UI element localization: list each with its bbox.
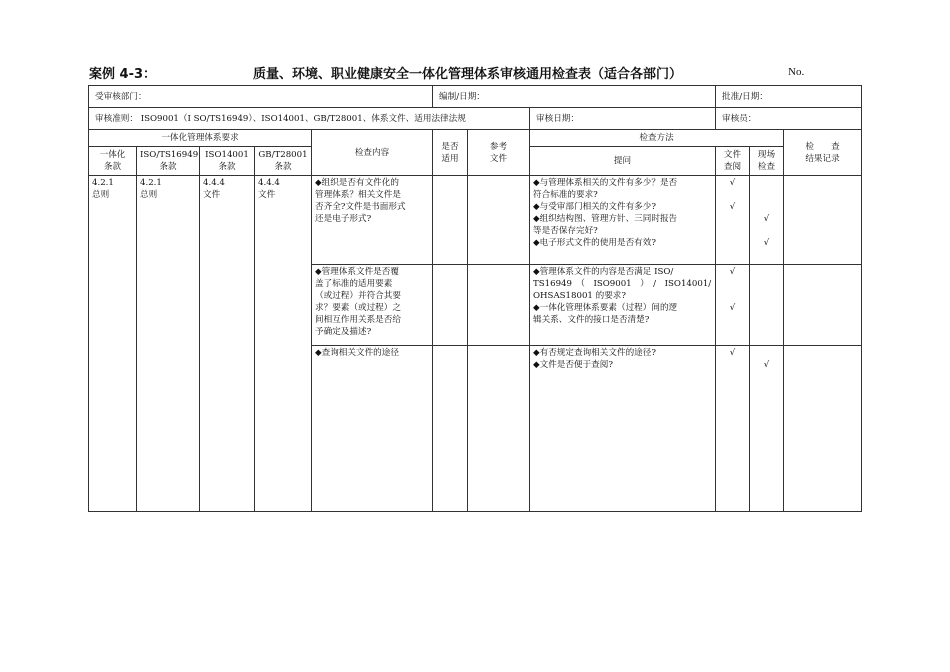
content-line: ◆管理体系文件是否覆	[315, 267, 399, 277]
integrated-header-l1: 一体化	[99, 150, 126, 160]
site-check-cell[interactable]	[750, 346, 784, 512]
ref-doc-header-l2: 文件	[489, 153, 508, 164]
integrated-header-l2: 条款	[103, 162, 122, 172]
applicable-cell[interactable]	[433, 176, 468, 265]
method-group-header: 检查方法	[530, 130, 784, 147]
checkmark-icon: √	[763, 238, 770, 248]
checkmark-slot	[719, 225, 746, 237]
result-cell[interactable]	[784, 176, 862, 265]
site-check-header	[750, 147, 784, 176]
content-line: 还是电子形式?	[315, 214, 372, 224]
checkmark-icon: √	[763, 360, 770, 370]
applicable-header	[433, 130, 468, 176]
question-line: ◆与管理体系相关的文件有多少？是否	[533, 178, 678, 188]
applicable-cell[interactable]	[433, 346, 468, 512]
edit-date-field[interactable]: 编制/日期：	[433, 86, 716, 108]
checkmark-slot	[753, 201, 780, 213]
content-line: 予确定及描述?	[315, 327, 372, 337]
applicable-header-l2: 适用	[441, 153, 459, 164]
checkmark-icon: √	[729, 303, 736, 313]
integrated-clause-header	[89, 147, 137, 176]
doc-review-cell[interactable]	[716, 265, 750, 346]
iso14001-header-l1: ISO14001	[205, 150, 249, 160]
integrated-clause-cell	[89, 176, 137, 512]
auditor-field[interactable]: 审核员：	[716, 108, 862, 130]
gb28001-header-l1: GB/T28001	[258, 150, 308, 160]
question-line: ◆文件是否便于查阅?	[533, 360, 613, 370]
table-row	[89, 176, 862, 265]
gb28001-clause-cell	[255, 176, 312, 512]
content-line: ◆组织是否有文件化的	[315, 178, 399, 188]
result-cell[interactable]	[784, 265, 862, 346]
question-line: 等是否保存完好?	[533, 226, 598, 236]
checkmark-slot	[719, 359, 746, 371]
checkmark-slot	[753, 347, 780, 359]
content-line: 盖了标准的适用要素	[315, 279, 393, 289]
content-line: ◆查询相关文件的途径	[315, 348, 399, 358]
question-line: OHSAS18001 的要求?	[533, 291, 626, 301]
question-cell	[530, 265, 716, 346]
audit-checklist-main	[88, 85, 862, 512]
checkmark-icon: √	[729, 267, 736, 277]
question-line: ◆组织结构图、管理方针、三同时报告	[533, 214, 678, 224]
clause-name: 总则	[140, 190, 158, 200]
site-check-header-l2: 检查	[757, 162, 776, 172]
header-row-1	[89, 130, 862, 147]
doc-review-header-l1: 文件	[723, 150, 742, 160]
clause-name: 总则	[92, 190, 110, 200]
checkmark-slot	[719, 189, 746, 201]
number-label: No.	[788, 66, 805, 78]
clause-number: 4.2.1	[92, 178, 114, 188]
checkmark-slot	[719, 314, 746, 326]
document-title: 质量、环境、职业健康安全一体化管理体系审核通用检查表（适合各部门）	[253, 67, 683, 82]
audited-dept-field[interactable]: 受审核部门：	[89, 86, 433, 108]
checkmark-icon: √	[729, 178, 736, 188]
content-cell	[312, 346, 433, 512]
question-line: ◆有否规定查询相关文件的途径?	[533, 348, 656, 358]
info-row-2	[89, 108, 862, 130]
checkmark-icon: √	[729, 348, 736, 358]
content-line: 否齐全?文件是书面形式	[315, 202, 406, 212]
question-line: TS16949 （ ISO9001 ） / ISO14001/	[533, 279, 712, 289]
question-cell	[530, 176, 716, 265]
question-cell	[530, 346, 716, 512]
iso14001-header-l2: 条款	[218, 162, 236, 172]
checkmark-slot	[753, 177, 780, 189]
requirements-group-header: 一体化管理体系要求	[89, 130, 312, 147]
clause-number: 4.4.4	[203, 178, 225, 188]
ts16949-header-l1: ISO/TS16949	[140, 150, 199, 160]
ref-doc-cell[interactable]	[468, 346, 530, 512]
question-line: ◆与受审部门相关的文件有多少?	[533, 202, 656, 212]
checkmark-icon: √	[763, 214, 770, 224]
clause-name: 文件	[258, 190, 276, 200]
ref-doc-cell[interactable]	[468, 265, 530, 346]
checkmark-icon: √	[729, 202, 736, 212]
checkmark-slot	[753, 189, 780, 201]
question-header: 提问	[530, 147, 716, 176]
checkmark-slot	[719, 278, 746, 290]
clause-number: 4.4.4	[258, 178, 280, 188]
doc-review-cell[interactable]	[716, 176, 750, 265]
question-line: ◆一体化管理体系要素（过程）间的逻	[533, 303, 678, 313]
content-cell	[312, 265, 433, 346]
ts16949-clause-header	[137, 147, 200, 176]
clause-number: 4.2.1	[140, 178, 162, 188]
applicable-cell[interactable]	[433, 265, 468, 346]
case-label: 案例 4-3：	[89, 67, 157, 82]
site-check-cell[interactable]	[750, 265, 784, 346]
doc-review-cell[interactable]	[716, 346, 750, 512]
question-line: 辑关系、文件的接口是否清楚?	[533, 315, 650, 325]
iso14001-clause-header	[200, 147, 255, 176]
applicable-header-l1: 是否	[441, 141, 459, 152]
ref-doc-header-l1: 参考	[489, 141, 508, 152]
iso14001-clause-cell	[200, 176, 255, 512]
result-cell[interactable]	[784, 346, 862, 512]
result-header	[784, 130, 862, 176]
doc-review-header-l2: 查阅	[723, 162, 742, 172]
approve-date-field[interactable]: 批准/日期：	[716, 86, 862, 108]
checkmark-slot	[719, 213, 746, 225]
result-header-l2: 结果记录	[805, 153, 840, 164]
content-line: 管理体系？相关文件是	[315, 190, 401, 200]
content-line: 间相互作用关系是否给	[315, 315, 401, 325]
content-line: （或过程）并符合其要	[315, 291, 401, 301]
site-check-cell[interactable]	[750, 176, 784, 265]
ref-doc-cell[interactable]	[468, 176, 530, 265]
question-line: ◆管理体系文件的内容是否满足 ISO/	[533, 267, 674, 277]
question-line: ◆电子形式文件的使用是否有效?	[533, 238, 656, 248]
audit-date-field[interactable]: 审核日期：	[530, 108, 716, 130]
checkmark-slot	[719, 237, 746, 249]
question-line: 符合标准的要求?	[533, 190, 598, 200]
gb28001-clause-header	[255, 147, 312, 176]
audit-criteria-field[interactable]: 审核准则： ISO9001（I SO/TS16949）、ISO14001、GB/T28001、体系文件、适用法律法规	[89, 108, 530, 130]
gb28001-header-l2: 条款	[274, 162, 292, 172]
doc-review-header	[716, 147, 750, 176]
content-header: 检查内容	[312, 130, 433, 176]
checkmark-slot	[719, 290, 746, 302]
result-header-l1: 检 查	[805, 141, 840, 152]
content-cell	[312, 176, 433, 265]
clause-name: 文件	[203, 190, 221, 200]
ref-doc-header	[468, 130, 530, 176]
site-check-header-l1: 现场	[757, 150, 776, 160]
checkmark-slot	[753, 225, 780, 237]
info-row-1	[89, 86, 862, 108]
content-line: 求？要素（或过程）之	[315, 303, 401, 313]
ts16949-clause-cell	[137, 176, 200, 512]
ts16949-header-l2: 条款	[159, 162, 177, 172]
